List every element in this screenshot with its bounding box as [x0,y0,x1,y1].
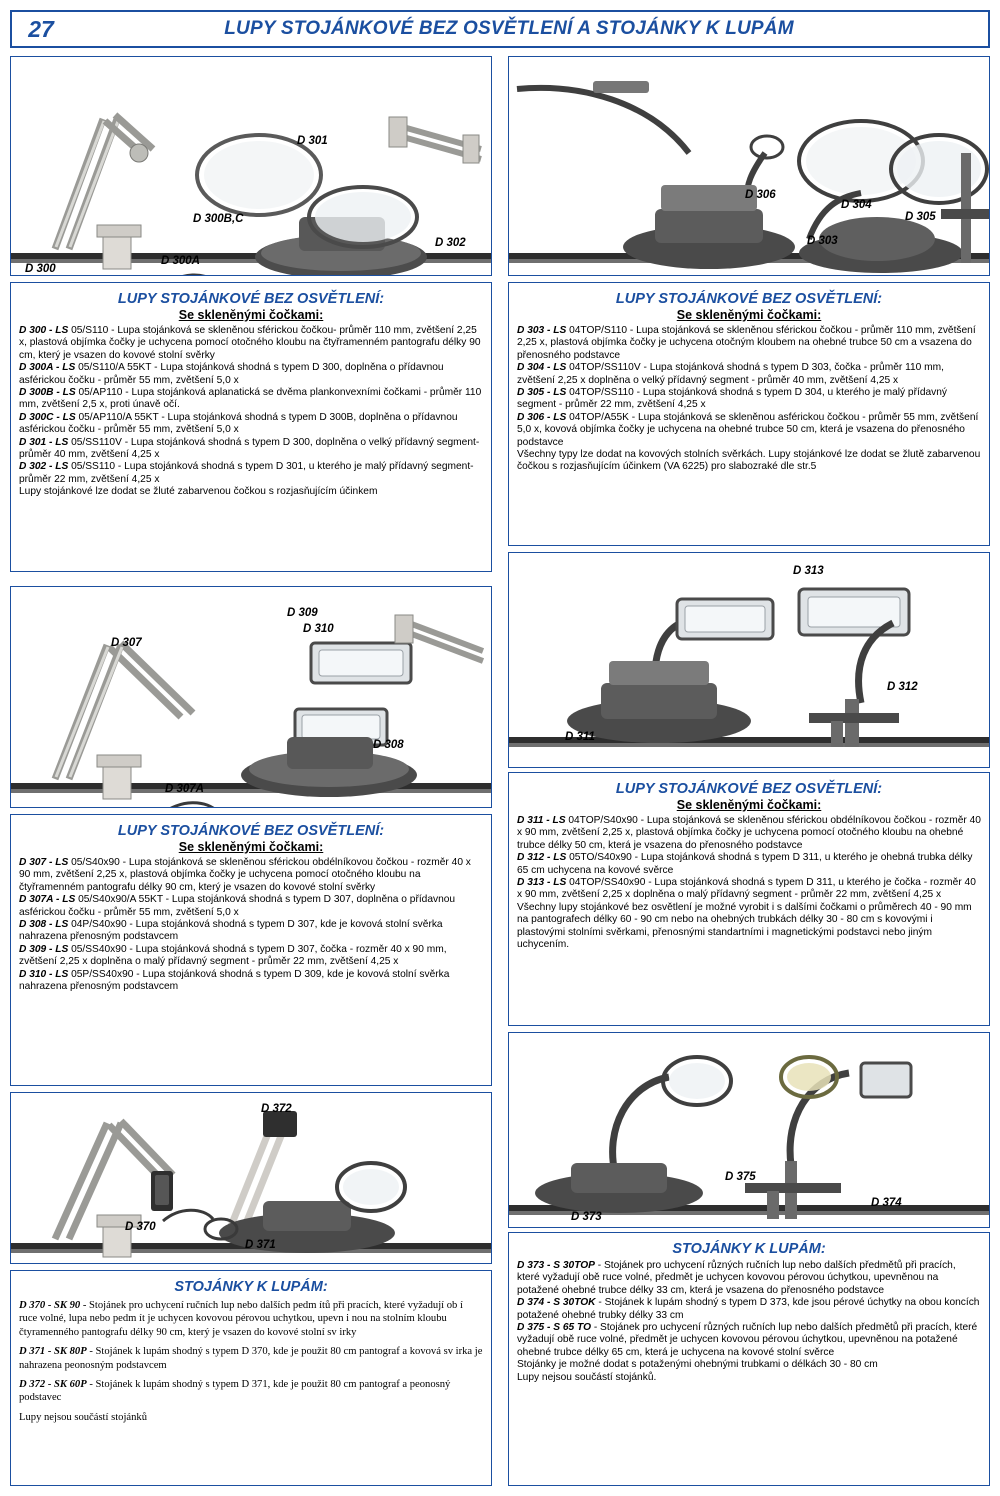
figure-d300-group [10,56,492,276]
label-d313: D 313 [793,565,824,577]
label-d301: D 301 [297,135,328,147]
block2-title: LUPY STOJÁNKOVÉ BEZ OSVĚTLENÍ: [615,291,883,307]
label-d371: D 371 [245,1239,276,1251]
block4-item-0: D 311 - LS 04TOP/S40x90 - Lupa stojánková se skleněnou sférickou obdélníkovou čočkou - rozměr 40 x 90 mm, zvětšení 2,25 x, plastová objímka čočky je uchycena pomocí otočného kloubu na ohebné trubce délky 50 cm, která je vsazena do přenosného podstavce [517,815,981,851]
block1-item-2: D 300B - LS 05/AP110 - Lupa stojánková aplanatická se dvěma plankonvexními čočkami - průměr 110 mm, zvětšení 2,5 x, proti únavě očí. [19,387,482,411]
figure-d303-artwork [509,57,990,276]
label-d303: D 303 [807,235,838,247]
block2-item-1: D 304 - LS 04TOP/SS110V - Lupa stojánková shodná s typem D 303, čočka - průměr 110 mm, zvětšení 2,25 x doplněna o velký přídavný segment - průměr 40 mm, zvětšení 4,25 x [517,362,944,386]
figure-d307-group [10,586,492,808]
label-d307: D 307 [111,637,142,649]
text-block-d307 [10,814,492,1086]
label-d308: D 308 [373,739,404,751]
figure-d311-group [508,552,990,768]
block3-item-0: D 307 - LS 05/S40x90 - Lupa stojánková se skleněnou sférickou obdélníkovou čočkou - rozměr 40 x 90 mm, zvětšení 2,25 x, plastová objímka čočky je uchycena pomocí otočného kloubu na čtyřramenném pantografu délky 90 cm, který je vsazen do kovové stolní svěrky [19,857,471,893]
block2-item-2: D 305 - LS 04TOP/SS110 - Lupa stojánková shodná s typem D 304, u kterého je malý přídavný segment - průměr 22 mm, zvětšení 4,25 x [517,387,948,411]
label-d311: D 311 [565,731,595,743]
label-d372: D 372 [261,1103,292,1115]
block6-item-2: D 375 - S 65 TO - Stojánek pro uchycení různých ručních lup nebo dalších předmětů při pracích, které vyžadují obě ruce volné, předmět je uchycen kovovou pérovou úchytkou, upevněnou na potažené ohebné trubce délky 65 cm, která je uchycena na kovové stolní svěrce [517,1322,978,1358]
block1-item-6: Lupy stojánkové lze dodat se žluté zabarvenou čočkou s rozjasňujícím účinkem [19,486,378,498]
figure-d370-group [10,1092,492,1264]
label-d300a: D 300A [161,255,200,267]
page-title: LUPY STOJÁNKOVÉ BEZ OSVĚTLENÍ A STOJÁNKY K LUPÁM [224,18,794,39]
block3-item-2: D 308 - LS 04P/S40x90 - Lupa stojánková shodná s typem D 307, kde je kovová stolní svěrka nahrazena přenosným podstavcem [19,919,443,943]
block1-item-3: D 300C - LS 05/AP110/A 55KT - Lupa stojánková shodná s typem D 300B, doplněna o přídavnou asférickou čočku - průměr 55 mm, zvětšení 5,0 x [19,411,458,436]
block5-item-2: D 372 - SK 60P - Stojánek k lupám shodný s typem D 371, kde je použit 80 cm pantograf a peonosný podstavec [19,1379,451,1404]
block6-item-3: Stojánky je možné dodat s potaženými ohebnými trubkami o délkách 30 - 80 cm [517,1359,878,1371]
block1-item-5: D 302 - LS 05/SS110 - Lupa stojánková shodná s typem D 301, u kterého je malý přídavný segment- průměr 22 mm, zvětšení 4,25 x [19,461,474,485]
block1-item-0: D 300 - LS 05/S110 - Lupa stojánková se skleněnou sférickou čočkou- průměr 110 mm, zvětšení 2,25 x, plastová objímka čočky je uchycena pomocí otočného kloubu na čtyřramenném pantografu délky 90 cm, který je vsazen do kovové stolní svěrky [19,325,481,361]
figure-d373-artwork [509,1033,990,1228]
text-block-d303 [508,282,990,546]
block1-item-1: D 300A - LS 05/S110/A 55KT - Lupa stojánková shodná s typem D 300, doplněna o přídavnou asférickou čočku - průměr 55 mm, zvětšení 5,0 x [19,362,444,386]
block3-title: LUPY STOJÁNKOVÉ BEZ OSVĚTLENÍ: [117,823,385,839]
block1-subtitle: Se skleněnými čočkami: [178,308,324,322]
text-block-d300 [10,282,492,572]
block2-subtitle: Se skleněnými čočkami: [676,308,822,322]
block4-title: LUPY STOJÁNKOVÉ BEZ OSVĚTLENÍ: [615,781,883,797]
block5-item-3: Lupy nejsou součástí stojánků [19,1411,147,1423]
figure-d307-artwork [11,587,492,808]
figure-d373-group [508,1032,990,1228]
text-block-d311 [508,772,990,1026]
block4-item-1: D 312 - LS 05TO/S40x90 - Lupa stojánková shodná s typem D 311, u kterého je ohebná trubka délky 65 cm uchycena na kovové svěrce [517,852,973,876]
label-d375: D 375 [725,1171,756,1183]
label-d306: D 306 [745,189,776,201]
block6-item-0: D 373 - S 30TOP - Stojánek pro uchycení různých ručních lup nebo dalších předmětů při pracích, které vyžadují obě ruce volné, předmět je uchycen kovovou pérovou úchytkou, upevněnou na potažené ohebné trubce délky 33 cm, která je vsazena do přenosného podstavce [517,1260,956,1296]
block3-subtitle: Se skleněnými čočkami: [178,840,324,854]
block2-item-4: Všechny typy lze dodat na kovových stolních svěrkách. Lupy stojánkové lze dodat se žlutě zabarvenou čočkou s rozjasňujícím účinkem (VA 6225) pro slabozraké dle str.5 [517,449,981,473]
label-d312: D 312 [887,681,918,693]
block4-item-2: D 313 - LS 04TOP/SS40x90 - Lupa stojánková shodná s typem D 311, u kterého je čočka - rozměr 40 x 90 mm, zvětšení 2,25 x doplněna o malý přídavný segment - průměr 22 mm, zvětšení 4,25 x [517,877,976,901]
figure-d303-group [508,56,990,276]
block3-item-4: D 310 - LS 05P/SS40x90 - Lupa stojánková shodná s typem D 309, kde je kovová stolní svěrka nahrazena přenosným podstavcem [19,968,450,993]
block6-item-1: D 374 - S 30TOK - Stojánek k lupám shodný s typem D 373, kde jsou pérové úchytky na obou koncích potažené ohebné trubky délky 33 cm [517,1297,980,1321]
page-number: 27 [28,15,54,42]
text-block-d373 [508,1232,990,1486]
label-d310: D 310 [303,623,334,635]
label-d305: D 305 [905,211,936,223]
label-d307a: D 307A [165,783,204,795]
block5-item-1: D 371 - SK 80P - Stojánek k lupám shodný s typem D 370, kde je použit 80 cm pantograf a kovová sv irka je nahrazena peonosným podstavcem [19,1346,483,1371]
block4-item-3: Všechny lupy stojánkové bez osvětlení je možné vyrobit i s dalšími čočkami o průměrech 40 - 90 mm na pantografech délky 60 - 90 cm nebo na ohebných trubkách délky 30 - 80 cm s kovovými i plastovými stolními svěrkami, přenosnými standartními i magnetickými podstavci nebo jiným uchycením. [517,901,972,951]
block5-title: STOJÁNKY K LUPÁM: [174,1279,328,1295]
label-d370: D 370 [125,1221,156,1233]
block3-item-3: D 309 - LS 05/SS40x90 - Lupa stojánková shodná s typem D 307, čočka - rozměr 40 x 90 mm, zvětšení 2,25 x doplněna o malý přídavný segment - průměr 22 mm, zvětšení 4,25 x [19,943,447,968]
label-d309: D 309 [287,607,318,619]
block4-subtitle: Se skleněnými čočkami: [676,798,822,812]
label-d304: D 304 [841,199,872,211]
block1-title: LUPY STOJÁNKOVÉ BEZ OSVĚTLENÍ: [117,291,385,307]
block3-item-1: D 307A - LS 05/S40x90/A 55KT - Lupa stojánková shodná s typem D 307, doplněna o přídavnou asférickou čočku - průměr 55 mm, zvětšení 5,0 x [19,894,456,918]
label-d300: D 300 [25,263,56,275]
page-header [10,10,990,48]
label-d300bc: D 300B,C [193,213,244,225]
block2-item-3: D 306 - LS 04TOP/A55K - Lupa stojánková se skleněnou asférickou čočkou - průměr 55 mm, zvětšení 5,0 x, kovová objímka čočky je uchycena na ohebné trubce 50 cm, která je vsazena do přenosného podstavce [517,411,979,448]
block5-item-0: D 370 - SK 90 - Stojánek pro uchycení ručních lup nebo dalších pedm ítů při pracích, které vyžadují ob í ruce volné, lupa nebo pedm ít je uchycen kovovou pérovou uchytkou, upevn i nou na stolním kloubu čtyramenného pantografu délky 90 cm, který je vsazen do kovové stolní sv irky [19,1300,463,1338]
label-d373: D 373 [571,1211,602,1223]
figure-d300-artwork [11,57,492,276]
block1-item-4: D 301 - LS 05/SS110V - Lupa stojánková shodná s typem D 300, doplněna o velký přídavný segment- průměr 40 mm, zvětšení 4,25 x [19,436,480,461]
text-block-d370 [10,1270,492,1486]
block6-title: STOJÁNKY K LUPÁM: [672,1241,826,1257]
block6-item-4: Lupy nejsou součástí stojánků. [517,1371,657,1383]
block2-item-0: D 303 - LS 04TOP/S110 - Lupa stojánková se skleněnou sférickou čočkou - průměr 110 mm, zvětšení 2,25 x, plastová objímka čočky je uchycena otočným kloubem na ohebné trubce 50 cm a vsazena do přenosného podstavce [517,325,976,361]
label-d302: D 302 [435,237,466,249]
label-d374: D 374 [871,1197,902,1209]
